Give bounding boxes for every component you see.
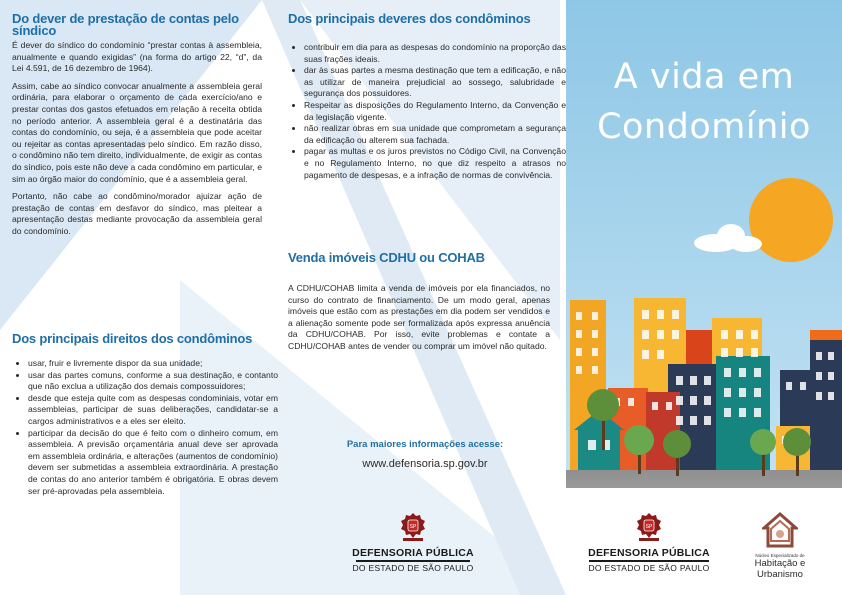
nucleo-habitacao-logo bbox=[735, 512, 825, 580]
paragraph: Portanto, não cabe ao condômino/morador ajuizar ação de prestação de contas em desfavor do síndico, mas pleitear a apresentação destas mediante provocação da assembleia geral do condomínio. bbox=[12, 191, 262, 236]
website-link[interactable]: www.defensoria.sp.gov.br bbox=[362, 458, 488, 470]
section-body-prestacao-contas bbox=[12, 40, 262, 244]
defensoria-logo bbox=[352, 512, 474, 573]
more-info-label: Para maiores informações acesse: bbox=[346, 439, 504, 450]
cover-title bbox=[566, 52, 842, 152]
paragraph: É dever do síndico do condomínio “prestar contas à assembleia, anualmente e quando exigidas” (na forma do artigo 22, “d”, da Lei 4.591, de 16 dezembro de 1964). bbox=[12, 40, 262, 74]
nucleo-line2: Habitação e Urbanismo bbox=[754, 558, 806, 580]
paragraph: Assim, cabe ao síndico convocar anualmente a assembleia geral ordinária, para elaborar o orçamento de cada exercício/ano e prestar contas dos gastos efetuados em relação à receita obtida no período anterior. A assembleia geral é a destinatária das contas do condomínio, ou seja, é a assembleia que pode aceitar ou rejeitar as contas apresentadas pelo síndico. Em razão disso, o condômino não tem direito, individualmente, de exigir as contas do síndico, pois este não deve a cada condômino em particular, e sim ao órgão maior do condomínio, que é a assembleia geral. bbox=[12, 80, 262, 184]
tree-icon bbox=[624, 425, 654, 455]
sp-seal-icon bbox=[400, 512, 426, 542]
section-title-venda-imoveis: Venda imóveis CDHU ou COHAB bbox=[288, 250, 485, 265]
tree-icon bbox=[663, 430, 691, 458]
paragraph-venda-imoveis: A CDHU/COHAB limita a venda de imóveis por ela financiados, no curso do contrato de financiamento. De um modo geral, apenas imóveis que estão com as prestações em dia podem ser vendidos e a alienação somente pode ser formalizada após expressa anuência da CDHU/COHAB. Por isso, evite problemas e contate a CDHU/COHAB antes de vender ou comprar um imóvel não quitado. bbox=[288, 283, 550, 351]
list-item: • contribuir em dia para as despesas do condomínio na proporção das suas frações ideais. bbox=[304, 42, 566, 65]
section-title-prestacao-contas: Do dever de prestação de contas pelo síndico bbox=[12, 11, 239, 38]
list-item: • desde que esteja quite com as despesas condominiais, votar em assembleias, participar de suas deliberações, candidatar-se a cargos administrativos e a eles ser eleito. bbox=[28, 393, 278, 428]
logo-divider bbox=[589, 560, 709, 562]
list-item: • usar das partes comuns, conforme a sua destinação, e contanto que não exclua a utilização dos demais compossuidores; bbox=[28, 370, 278, 393]
logo-line1: DEFENSORIA PÚBLICA bbox=[352, 547, 474, 559]
list-item: • não realizar obras em sua unidade que comprometam a segurança da edificação ou alterem sua fachada. bbox=[304, 123, 566, 146]
house-teal bbox=[578, 430, 620, 470]
cover-title-line2: Condomínio bbox=[597, 107, 811, 147]
logo-line2: DO ESTADO DE SÃO PAULO bbox=[352, 562, 474, 573]
section-title-direitos: Dos principais direitos dos condôminos bbox=[12, 331, 253, 346]
list-item: • participar da decisão do que é feito com o dinheiro comum, em assembleia. A previsão orçamentária anual deve ser aprovada em assembleia ordinária, e alterações (aumentos de condomínio) devem ser submetidas a assembleia extraordinária. A prestação de contas do ano anterior também é obrigatória. E obras devem ser pré-aprovadas pela assembleia. bbox=[28, 428, 278, 498]
seal-text: SP bbox=[645, 524, 653, 530]
sun-icon bbox=[749, 178, 833, 262]
logo-line1: DEFENSORIA PÚBLICA bbox=[588, 547, 710, 559]
logo-divider bbox=[356, 560, 470, 562]
cover-title-line1: A vida em bbox=[613, 57, 795, 97]
section-title-deveres: Dos principais deveres dos condôminos bbox=[288, 11, 531, 26]
defensoria-logo-cover bbox=[585, 512, 713, 573]
sp-seal-icon bbox=[636, 512, 662, 542]
seal-text: SP bbox=[409, 524, 417, 530]
list-item: • Respeitar as disposições do Regulamento Interno, da Convenção e da legislação vigente. bbox=[304, 100, 566, 123]
list-item: • pagar as multas e os juros previstos no Código Civil, na Convenção e no Regulamento Interno, no que diz respeito a atrasos no pagamento de despesas, e a infração de normas de convivência. bbox=[304, 146, 566, 181]
tree-icon bbox=[783, 428, 811, 456]
nucleo-line1: Núcleo Especializado de bbox=[755, 553, 805, 558]
list-item: • usar, fruir e livremente dispor da sua unidade; bbox=[28, 358, 278, 370]
house-outline-icon bbox=[762, 512, 798, 548]
tree-icon bbox=[750, 429, 776, 455]
cover-panel bbox=[566, 0, 842, 595]
duties-list bbox=[288, 42, 566, 181]
rights-list bbox=[12, 358, 278, 497]
logo-line2: DO ESTADO DE SÃO PAULO bbox=[588, 562, 710, 573]
list-item: • dar às suas partes a mesma destinação que tem a edificação, e não as utilizar de maneira prejudicial ao sossego, salubridade e segurança dos possuidores. bbox=[304, 65, 566, 100]
tree-icon bbox=[587, 389, 619, 421]
